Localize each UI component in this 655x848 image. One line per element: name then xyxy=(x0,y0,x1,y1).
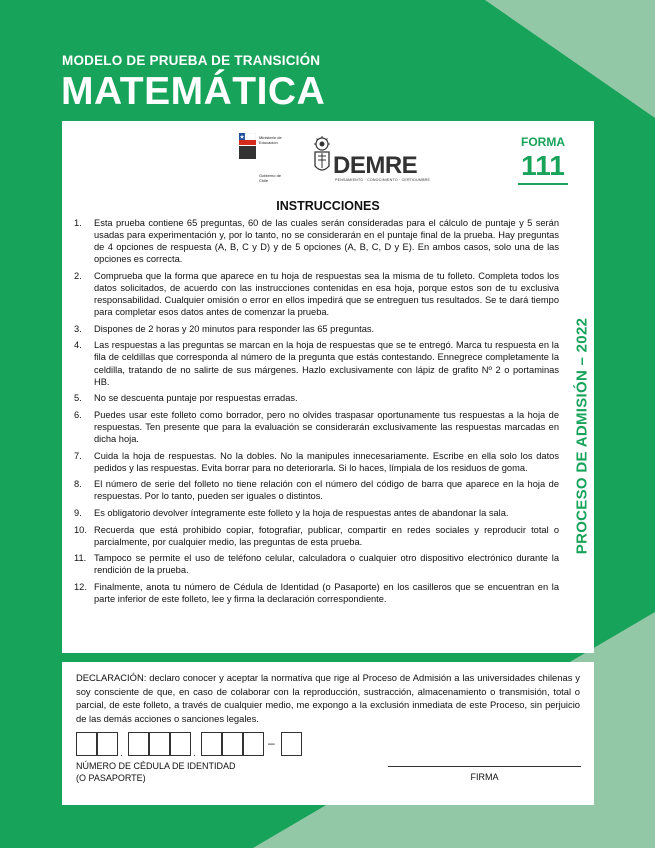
instructions-panel xyxy=(62,121,594,653)
id-digit-box[interactable] xyxy=(76,732,97,756)
instruction-text: Cuida la hoja de respuestas. No la dobles. No la manipules innecesariamente. Escribe en ella solo los datos pedidos y las respuestas. Evita borrar para no deteriorarla. Si lo haces, límpiala de los residuos de goma. xyxy=(94,450,559,473)
instruction-text: Dispones de 2 horas y 20 minutos para responder las 65 preguntas. xyxy=(94,323,375,334)
header-subtitle: MODELO DE PRUEBA DE TRANSICIÓN xyxy=(62,53,321,68)
id-dot-separator: . xyxy=(193,748,196,759)
id-digit-box[interactable] xyxy=(128,732,149,756)
instruction-item xyxy=(74,409,559,445)
instruction-text: Recuerda que está prohibido copiar, fotografiar, publicar, compartir en redes sociales y reproducir total o parcialmente, por cualquier medio, las preguntas de esta prueba. xyxy=(94,524,559,547)
instruction-text: El número de serie del folleto no tiene relación con el número del código de barra que aparece en la hoja de respuestas. Por lo tanto, pueden ser iguales o distintos. xyxy=(94,479,559,502)
instruction-text: Comprueba que la forma que aparece en tu hoja de respuestas sea la misma de tu folleto. Completa todos los datos solicitados, de acuerdo con las instrucciones contenidas en esa hoja, porque estos son de tu exclusiva responsabilidad. Cualquier omisión o error en ellos impedirá que se entreguen tus resultados. Se te dará tiempo para completar esos datos antes de comenzar la prueba. xyxy=(94,270,559,318)
instruction-number: 4. xyxy=(74,340,82,351)
instruction-number: 1. xyxy=(74,218,82,228)
id-label-line-2: (O PASAPORTE) xyxy=(76,773,146,783)
id-digit-box[interactable] xyxy=(243,732,264,756)
instruction-number: 3. xyxy=(74,323,82,334)
gob-line-1: Ministerio de xyxy=(259,135,282,140)
instruction-item xyxy=(74,450,559,474)
instruction-item xyxy=(74,323,559,335)
instruction-number: 10. xyxy=(74,524,87,535)
instruction-item xyxy=(74,581,559,605)
gob-text-top xyxy=(259,135,285,145)
forma-underline xyxy=(518,183,568,185)
instruction-number: 7. xyxy=(74,450,82,461)
instruction-item xyxy=(74,392,559,404)
instruction-number: 12. xyxy=(74,581,87,592)
id-digit-box[interactable] xyxy=(149,732,170,756)
instruction-number: 5. xyxy=(74,393,82,404)
declaration-panel xyxy=(62,662,594,805)
instruction-text: Esta prueba contiene 65 preguntas, 60 de las cuales serán consideradas para el cálculo de puntaje y 5 serán usadas para experimentación y, por lo tanto, no se considerarán en el puntaje final de la prueba. Hay preguntas de 4 opciones de respuesta (A, B, C y D) y de 5 opciones (A, B, C, D y E). En ambos casos, solo una de las opciones es correcta. xyxy=(94,218,559,265)
instructions-title: INSTRUCCIONES xyxy=(276,199,380,213)
instruction-item xyxy=(74,478,559,502)
gob-line-2: Educación xyxy=(259,140,278,145)
demre-logo xyxy=(311,134,431,182)
header-title: MATEMÁTICA xyxy=(61,70,326,113)
signature-label: FIRMA xyxy=(470,772,499,782)
instruction-text: Tampoco se permite el uso de teléfono celular, calculadora o cualquier otro dispositivo electrónico durante la rendición de la prueba. xyxy=(94,553,559,576)
declaration-text: DECLARACIÓN: declaro conocer y aceptar la normativa que rige al Proceso de Admisión a las universidades chilenas y soy consciente de que, en caso de colaborar con la reproducción, sustracción, almacenamiento o transmisión, total o parcial, de este folleto, a través de cualquier medio, me expongo a la exclusión inmediata de este Proceso, sin perjuicio de las demás acciones o sanciones legales. xyxy=(76,672,580,724)
instruction-item xyxy=(74,507,559,519)
id-dot-separator: . xyxy=(120,748,123,759)
instruction-number: 6. xyxy=(74,409,82,420)
id-digit-box[interactable] xyxy=(201,732,222,756)
instruction-text: Finalmente, anota tu número de Cédula de Identidad (o Pasaporte) en los casilleros que se encuentran en la parte inferior de este folleto, lee y firma la declaración correspondiente. xyxy=(94,581,559,605)
instruction-text: No se descuenta puntaje por respuestas erradas. xyxy=(94,393,298,404)
instruction-item xyxy=(74,524,559,548)
instruction-number: 9. xyxy=(74,507,82,518)
demre-tagline: PENSAMIENTO · CONOCIMIENTO · CERTIDUMBRE xyxy=(335,178,431,182)
instruction-number: 11. xyxy=(74,553,87,564)
gobierno-logo xyxy=(239,133,281,183)
id-digit-box[interactable] xyxy=(170,732,191,756)
instruction-text: Puedes usar este folleto como borrador, pero no olvides traspasar oportunamente tus respuestas a la hoja de respuestas. Ten presente que para la evaluación se considerarán exclusivamente las respuestas marcadas en dicha hoja. xyxy=(94,409,559,444)
id-check-digit-box[interactable] xyxy=(281,732,302,756)
id-label xyxy=(76,760,236,784)
side-label-text: PROCESO DE ADMISIÓN – 2022 xyxy=(573,317,591,555)
id-dash-separator: – xyxy=(268,736,275,750)
demre-name: DEMRE xyxy=(333,152,418,179)
forma-label: FORMA xyxy=(521,135,565,149)
instruction-item xyxy=(74,270,559,318)
chile-flag-icon xyxy=(239,133,256,159)
id-digit-box[interactable] xyxy=(97,732,118,756)
instruction-item xyxy=(74,217,559,265)
id-digit-box[interactable] xyxy=(222,732,243,756)
instruction-number: 2. xyxy=(74,270,82,281)
forma-number: 111 xyxy=(521,150,565,181)
instruction-item xyxy=(74,339,559,387)
instruction-item xyxy=(74,552,559,576)
instructions-list xyxy=(74,217,559,610)
side-label xyxy=(567,231,597,641)
gob-line-3: Gobierno de Chile xyxy=(259,173,282,183)
demre-crest-icon xyxy=(311,136,333,178)
signature-line[interactable] xyxy=(388,766,581,767)
instruction-text: Es obligatorio devolver íntegramente este folleto y la hoja de respuestas antes de abandonar la sala. xyxy=(94,507,509,518)
instruction-number: 8. xyxy=(74,479,82,490)
instruction-text: Las respuestas a las preguntas se marcan en la hoja de respuestas que se te entregó. Marca tu respuesta en la fila de celdillas que corresponda al número de la pregunta que estás contestando. Ennegrece completamente la celdilla, tratando de no salirte de sus márgenes. Hazlo exclusivamente con lápiz de grafito Nº 2 o portaminas HB. xyxy=(94,340,559,387)
id-label-line-1: NÚMERO DE CÉDULA DE IDENTIDAD xyxy=(76,761,236,771)
